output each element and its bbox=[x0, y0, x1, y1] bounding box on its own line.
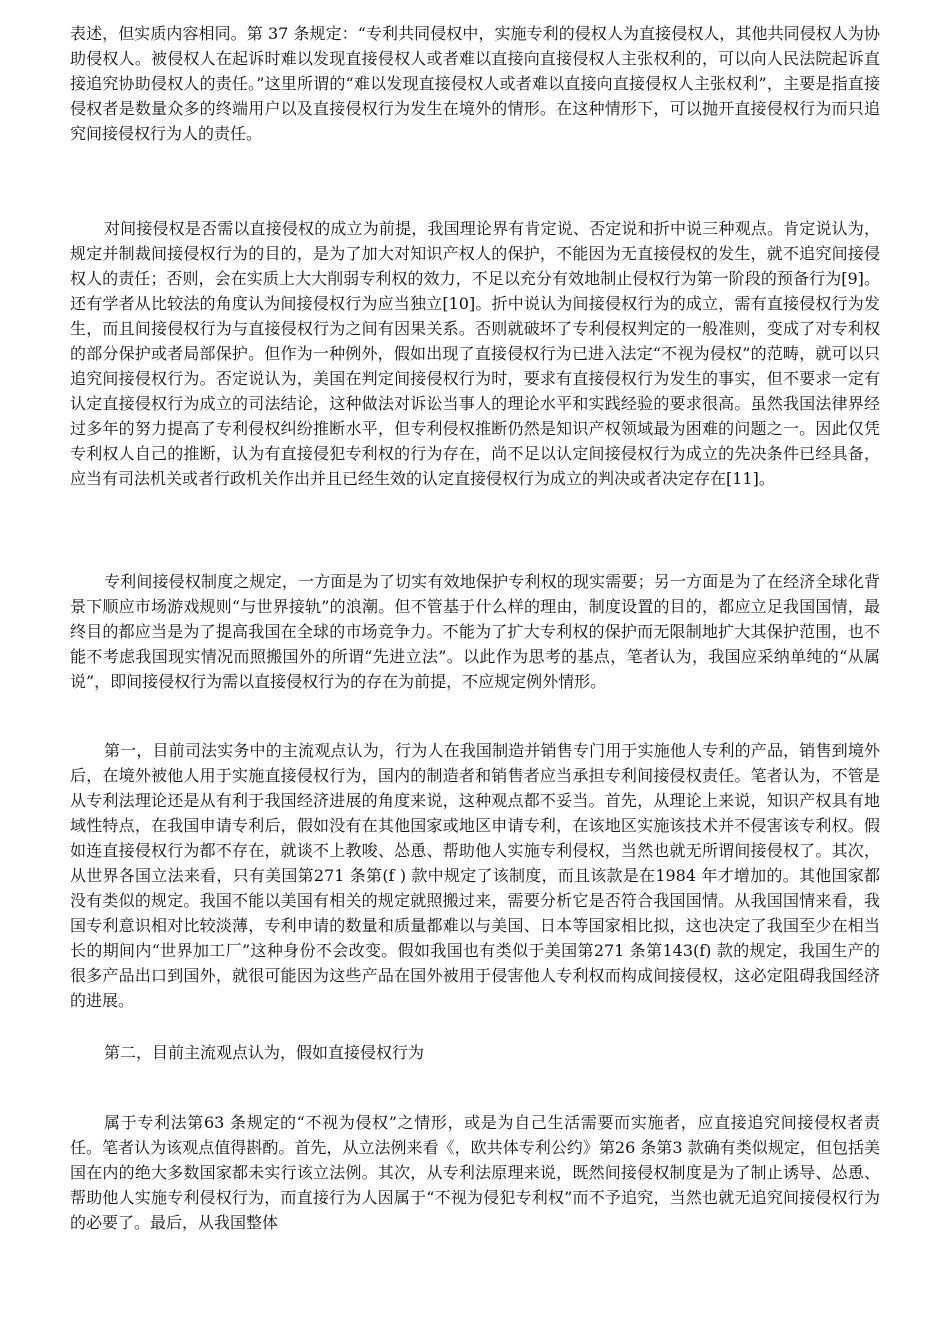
paragraph-author-position: 专利间接侵权制度之规定，一方面是为了切实有效地保护专利权的现实需要；另一方面是为了在经济全球化背景下顺应市场游戏规则“与世界接轨”的浪潮。但不管基于什么样的理由，制度设置的目的，都应立足我国国情，最终目的都应当是为了提高我国在全球的市场竞争力。不能为了扩大专利权的保护而无限制地扩大其保护范围，也不能不考虑我国现实情况而照搬国外的所谓“先进立法”。以此作为思考的基点，笔者认为，我国应采纳单纯的“从属说”，即间接侵权行为需以直接侵权行为的存在为前提，不应规定例外情形。 bbox=[70, 572, 880, 691]
paragraph-article-63: 属于专利法第63 条规定的“不视为侵权”之情形，或是为自己生活需要而实施者，应直接追究间接侵权者责任。笔者认为该观点值得斟酌。首先，从立法例来看《，欧共体专利公约》第26 条第3 款确有类似规定，但包括美国在内的绝大多数国家都未实行该立法例。其次，从专利法原理来说，既然间接侵权制度是为了制止诱导、怂恿、帮助他人实施专利侵权行为，而直接行为人因属于“不视为侵犯专利权”而不予追究，当然也就无追究间接侵权行为的必要了。最后，从我国整体 bbox=[70, 1113, 880, 1232]
paragraph-three-views: 对间接侵权是否需以直接侵权的成立为前提，我国理论界有肯定说、否定说和折中说三种观点。肯定说认为，规定并制裁间接侵权行为的目的，是为了加大对知识产权人的保护，不能因为无直接侵权的发生，就不追究间接侵权人的责任；否则，会在实质上大大削弱专利权的效力，不足以充分有效地制止侵权行为第一阶段的预备行为[9]。还有学者从比较法的角度认为间接侵权行为应当独立[10]。折中说认为间接侵权行为的成立，需有直接侵权行为发生，而且间接侵权行为与直接侵权行为之间有因果关系。否则就破坏了专利侵权判定的一般准则，变成了对专利权的部分保护或者局部保护。但作为一种例外，假如出现了直接侵权行为已进入法定“不视为侵权”的范畴，就可以只追究间接侵权行为。否定说认为，美国在判定间接侵权行为时，要求有直接侵权行为发生的事实，但不要求一定有认定直接侵权行为成立的司法结论，这种做法对诉讼当事人的理论水平和实践经验的要求很高。虽然我国法律界经过多年的努力提高了专利侵权纠纷推断水平，但专利侵权推断仍然是知识产权领域最为困难的问题之一。因此仅凭专利权人自己的推断，认为有直接侵犯专利权的行为存在，尚不足以认定间接侵权行为成立的先决条件已经具备，应当有司法机关或者行政机关作出并且已经生效的认定直接侵权行为成立的判决或者决定存在[11]。 bbox=[70, 219, 880, 488]
paragraph-first-point: 第一，目前司法实务中的主流观点认为，行为人在我国制造并销售专门用于实施他人专利的产品，销售到境外后，在境外被他人用于实施直接侵权行为，国内的制造者和销售者应当承担专利间接侵权责任。笔者认为，不管是从专利法理论还是从有利于我国经济进展的角度来说，这种观点都不妥当。首先，从理论上来说，知识产权具有地域性特点，在我国申请专利后，假如没有在其他国家或地区申请专利，在该地区实施该技术并不侵害该专利权。假如连直接侵权行为都不存在，就谈不上教唆、怂恿、帮助他人实施专利侵权，当然也就无所谓间接侵权了。其次，从世界各国立法来看，只有美国第271 条第(f ) 款中规定了该制度，而且该款是在1984 年才增加的。其他国家都没有类似的规定。我国不能以美国有相关的规定就照搬过来，需要分析它是否符合我国国情。从我国国情来看，我国专利意识相对比较淡薄，专利申请的数量和质量都难以与美国、日本等国家相比拟，这也决定了我国至少在相当长的期间内“世界加工厂”这种身份不会改变。假如我国也有类似于美国第271 条第143(f) 款的规定，我国生产的很多产品出口到国外，就很可能因为这些产品在国外被用于侵害他人专利权而构成间接侵权，这必定阻碍我国经济的进展。 bbox=[70, 741, 880, 1010]
paragraph-article-37: 表述，但实质内容相同。第 37 条规定：“专利共同侵权中，实施专利的侵权人为直接侵权人，其他共同侵权人为协助侵权人。被侵权人在起诉时难以发现直接侵权人或者难以直接向直接侵权人主张权利的，可以向人民法院起诉直接追究协助侵权人的责任。”这里所谓的“难以发现直接侵权人或者难以直接向直接侵权人主张权利”，主要是指直接侵权者是数量众多的终端用户以及直接侵权行为发生在境外的情形。在这种情形下，可以抛开直接侵权行为而只追究间接侵权行为人的责任。 bbox=[70, 24, 880, 143]
paragraph-second-point: 第二，目前主流观点认为，假如直接侵权行为 bbox=[104, 1043, 425, 1062]
